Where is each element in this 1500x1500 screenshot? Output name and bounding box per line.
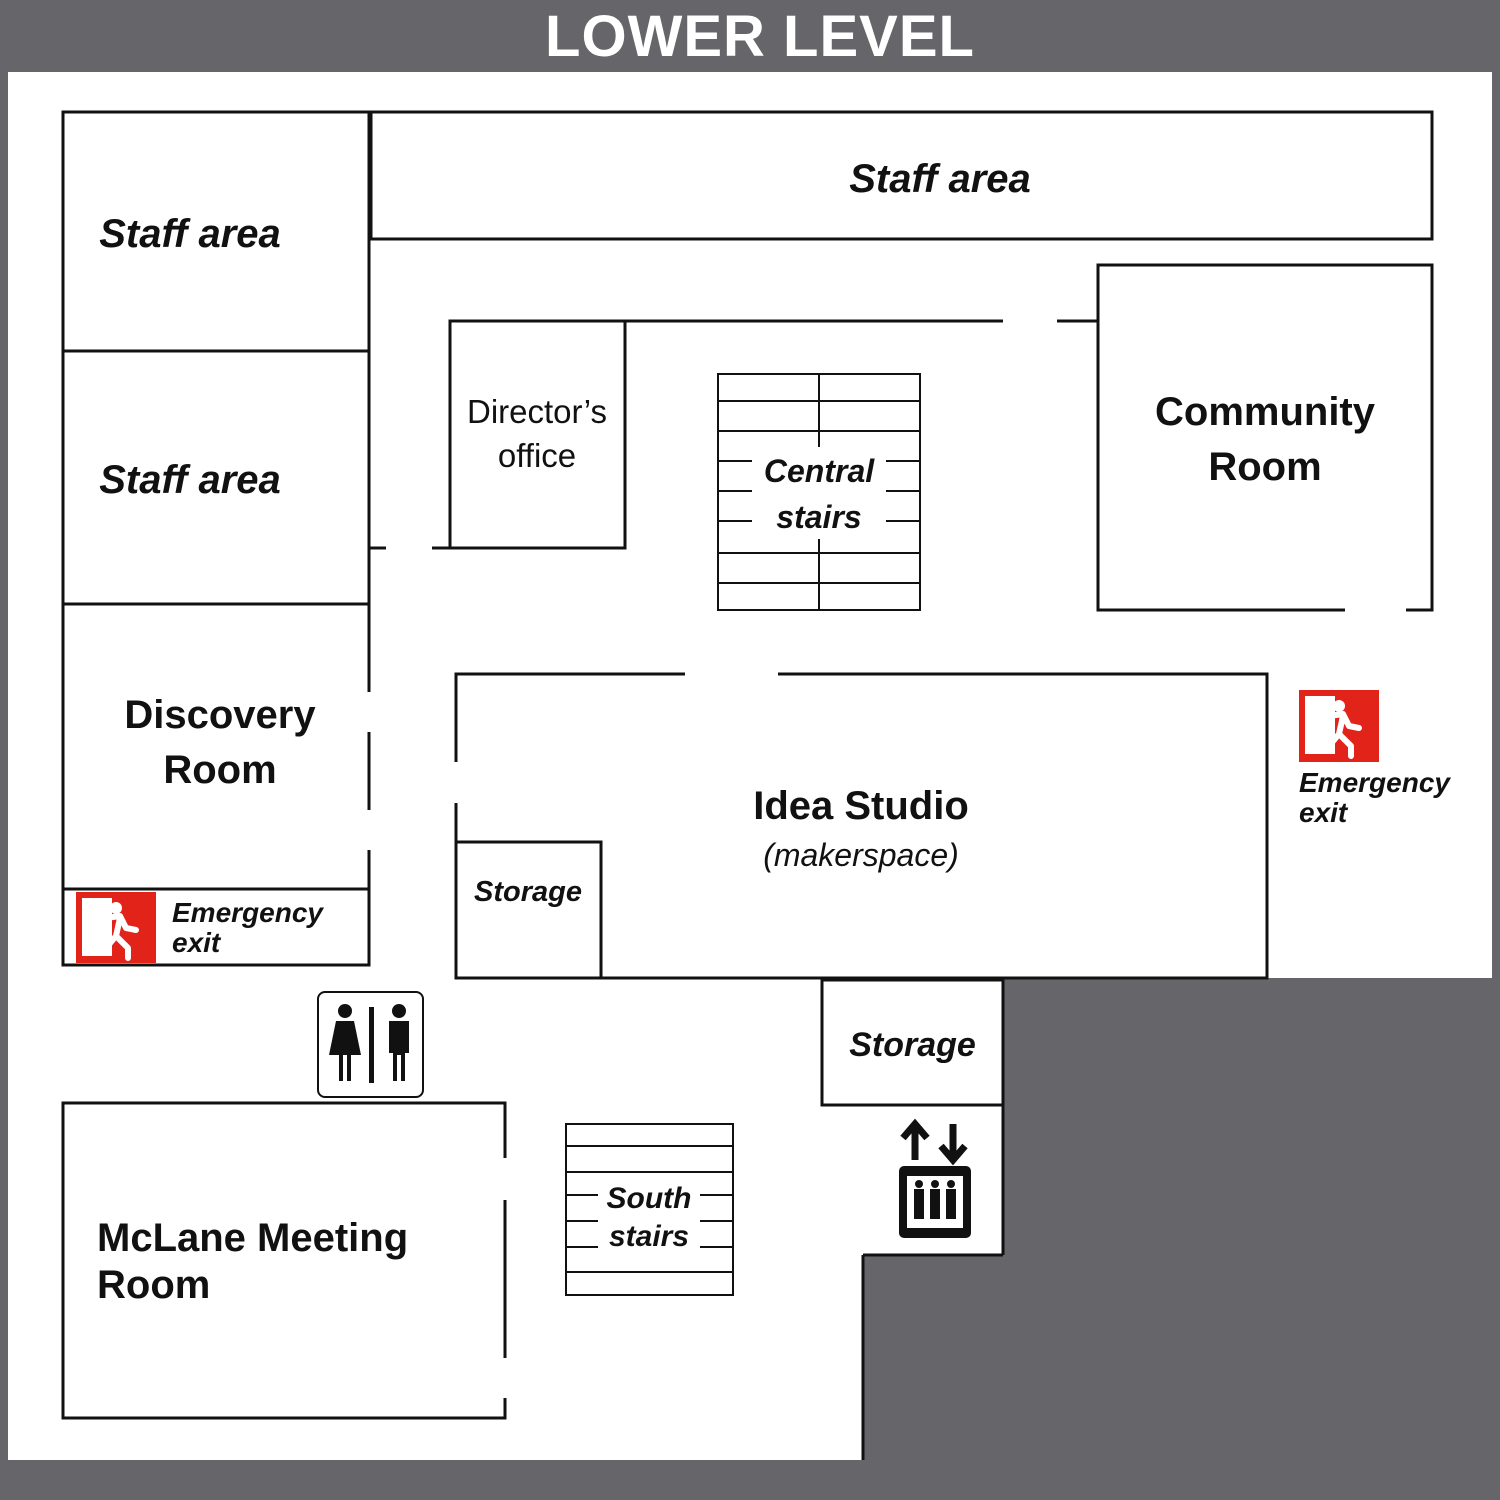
emergency-exit-icon (1299, 690, 1379, 762)
south-stairs-label: South stairs (606, 1182, 692, 1253)
restroom-icon (317, 991, 424, 1098)
mclane-room-label: McLane Meeting Room (97, 1216, 409, 1307)
storage-2-label: Storage (849, 1026, 976, 1064)
community-room-label: Community Room (1155, 390, 1375, 489)
central-stairs-label: Central stairs (763, 453, 875, 535)
emergency-exit-1-label: Emergency exit (172, 897, 323, 958)
elevator-icon (895, 1118, 975, 1240)
idea-studio-sublabel: (makerspace) (763, 837, 959, 873)
directors-office-label: Director’s office (467, 393, 607, 474)
emergency-exit-2-label: Emergency exit (1299, 767, 1450, 828)
emergency-exit-icon (76, 892, 156, 963)
discovery-room-label: Discovery Room (124, 693, 316, 792)
idea-studio-label: Idea Studio (753, 784, 969, 828)
storage-1-label: Storage (474, 876, 582, 908)
staff-area-left-1-label: Staff area (99, 212, 281, 256)
map-title: LOWER LEVEL (545, 4, 975, 69)
staff-area-left-2-label: Staff area (99, 458, 281, 502)
staff-area-top-label: Staff area (849, 157, 1031, 201)
